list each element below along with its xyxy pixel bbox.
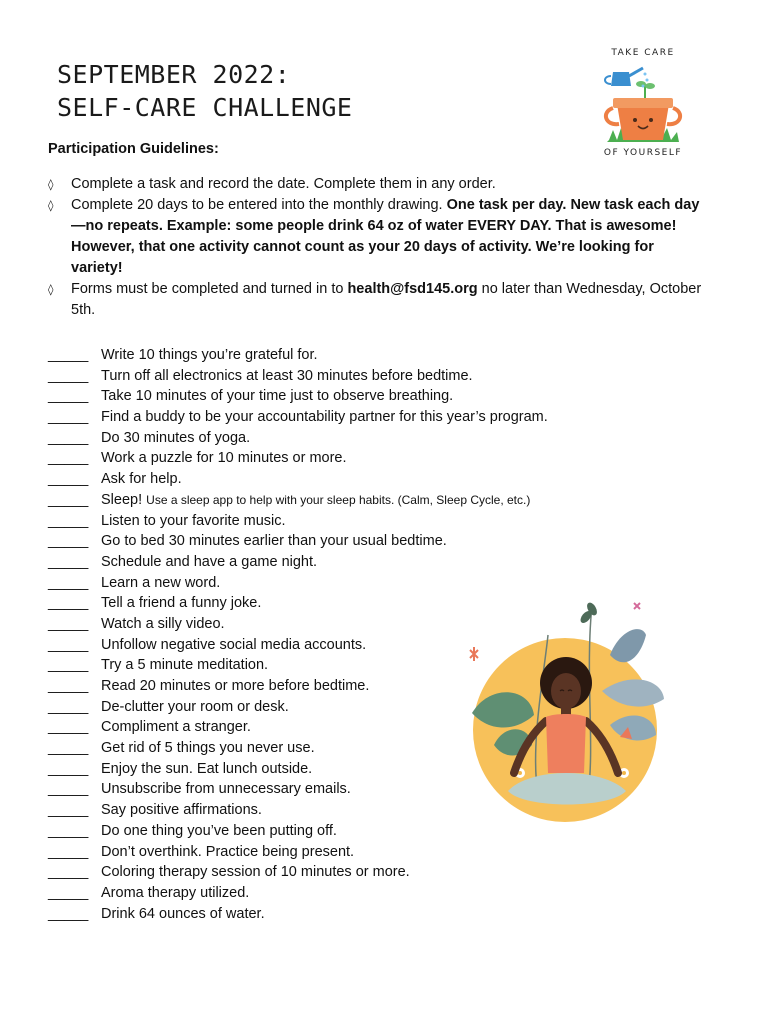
guideline-text: Forms must be completed and turned in to <box>71 281 348 297</box>
date-blank[interactable]: _____ <box>48 553 89 570</box>
date-blank[interactable]: _____ <box>48 388 89 405</box>
sleep-note: Use a sleep app to help with your sleep habits. (Calm, Sleep Cycle, etc.) <box>146 492 531 507</box>
task-row <box>48 531 648 552</box>
document-title <box>57 58 352 124</box>
guidelines-heading: Participation Guidelines: <box>48 141 219 157</box>
task-row <box>48 904 648 925</box>
task-row <box>48 842 648 863</box>
task-row <box>48 407 648 428</box>
task-text: Try a 5 minute meditation. <box>101 657 269 674</box>
task-text: Do one thing you’ve been putting off. <box>101 822 337 839</box>
guideline-item <box>48 195 708 279</box>
task-text: Ask for help. <box>101 471 182 488</box>
date-blank[interactable]: _____ <box>48 843 89 860</box>
diamond-bullet-icon: ◊ <box>48 178 54 191</box>
date-blank[interactable]: _____ <box>48 719 89 736</box>
date-blank[interactable]: _____ <box>48 760 89 777</box>
date-blank[interactable]: _____ <box>48 781 89 798</box>
date-blank[interactable]: _____ <box>48 698 89 715</box>
date-blank[interactable]: _____ <box>48 740 89 757</box>
title-line-2: SELF-CARE CHALLENGE <box>57 93 353 122</box>
date-blank[interactable]: _____ <box>48 491 89 508</box>
task-row <box>48 862 648 883</box>
task-text: Get rid of 5 things you never use. <box>101 740 315 757</box>
diamond-bullet-icon: ◊ <box>48 283 54 296</box>
date-blank[interactable]: _____ <box>48 471 89 488</box>
task-row <box>48 428 648 449</box>
date-blank[interactable]: _____ <box>48 347 89 363</box>
guideline-text: no later than Wednesday, October 5th. <box>71 281 702 318</box>
guideline-item <box>48 174 708 195</box>
task-text: Work a puzzle for 10 minutes or more. <box>101 450 347 467</box>
task-text: Say positive affirmations. <box>101 802 262 819</box>
task-text: Unsubscribe from unnecessary emails. <box>101 781 351 798</box>
task-text: Learn a new word. <box>101 574 221 591</box>
task-text: Read 20 minutes or more before bedtime. <box>101 678 370 694</box>
task-row <box>48 469 648 490</box>
task-text: Don’t overthink. Practice being present. <box>101 843 355 860</box>
logo-bottom-text: OF YOURSELF <box>603 148 683 158</box>
task-text: Find a buddy to be your accountability partner for this year’s program. <box>101 409 548 426</box>
logo-top-text: TAKE CARE <box>611 48 675 58</box>
date-blank[interactable]: _____ <box>48 884 89 901</box>
task-row <box>48 573 648 594</box>
flower-pot-icon <box>603 64 683 146</box>
date-blank[interactable]: _____ <box>48 822 89 839</box>
title-line-1: SEPTEMBER 2022: <box>57 60 291 89</box>
date-blank[interactable]: _____ <box>48 429 89 446</box>
date-blank[interactable]: _____ <box>48 657 89 674</box>
task-text: Sleep! <box>101 491 147 508</box>
task-text: Go to bed 30 minutes earlier than your usual bedtime. <box>101 533 447 550</box>
date-blank[interactable]: _____ <box>48 450 89 467</box>
task-row <box>48 366 648 387</box>
task-row <box>48 345 648 366</box>
task-text: Drink 64 ounces of water. <box>101 905 265 922</box>
guideline-text: Complete a task and record the date. Complete them in any order. <box>71 176 496 192</box>
date-blank[interactable]: _____ <box>48 409 89 426</box>
guidelines-list <box>48 174 708 321</box>
date-blank[interactable]: _____ <box>48 802 89 819</box>
guideline-bold-text: One task per day. New task each day—no repeats. Example: some people drink 64 oz of water EVERY DAY. That is awesome! However, that one activity cannot count as your 20 days of activity. We’re looking for variety! <box>71 197 700 276</box>
date-blank[interactable]: _____ <box>48 367 89 384</box>
task-text: Aroma therapy utilized. <box>101 884 250 901</box>
date-blank[interactable]: _____ <box>48 615 89 632</box>
guideline-text: Complete 20 days to be entered into the monthly drawing. <box>71 197 447 213</box>
task-text: Listen to your favorite music. <box>101 512 286 529</box>
meditating-woman-icon <box>460 595 670 835</box>
date-blank[interactable]: _____ <box>48 905 89 922</box>
date-blank[interactable]: _____ <box>48 574 89 591</box>
diamond-bullet-icon: ◊ <box>48 199 54 212</box>
task-text: Write 10 things you’re grateful for. <box>101 347 318 363</box>
task-text: De-clutter your room or desk. <box>101 698 289 715</box>
date-blank[interactable]: _____ <box>48 595 89 612</box>
task-row <box>48 511 648 532</box>
task-text: Schedule and have a game night. <box>101 553 318 570</box>
task-text: Tell a friend a funny joke. <box>101 595 262 612</box>
email-link[interactable]: health@fsd145.org <box>347 281 478 297</box>
take-care-logo <box>597 44 689 162</box>
date-blank[interactable]: _____ <box>48 512 89 529</box>
task-text: Do 30 minutes of yoga. <box>101 429 251 446</box>
date-blank[interactable]: _____ <box>48 678 89 694</box>
date-blank[interactable]: _____ <box>48 636 89 653</box>
task-text: Coloring therapy session of 10 minutes or more. <box>101 864 410 881</box>
task-row <box>48 386 648 407</box>
task-text: Turn off all electronics at least 30 minutes before bedtime. <box>101 367 473 384</box>
task-text: Take 10 minutes of your time just to observe breathing. <box>101 388 454 405</box>
task-row <box>48 883 648 904</box>
guideline-item <box>48 279 708 321</box>
task-text: Watch a silly video. <box>101 615 225 632</box>
task-text: Enjoy the sun. Eat lunch outside. <box>101 760 313 777</box>
date-blank[interactable]: _____ <box>48 533 89 550</box>
task-row <box>48 490 648 511</box>
meditation-illustration <box>460 595 670 835</box>
date-blank[interactable]: _____ <box>48 864 89 881</box>
task-text: Compliment a stranger. <box>101 719 251 736</box>
task-row <box>48 448 648 469</box>
task-text: Unfollow negative social media accounts. <box>101 636 367 653</box>
task-row <box>48 552 648 573</box>
